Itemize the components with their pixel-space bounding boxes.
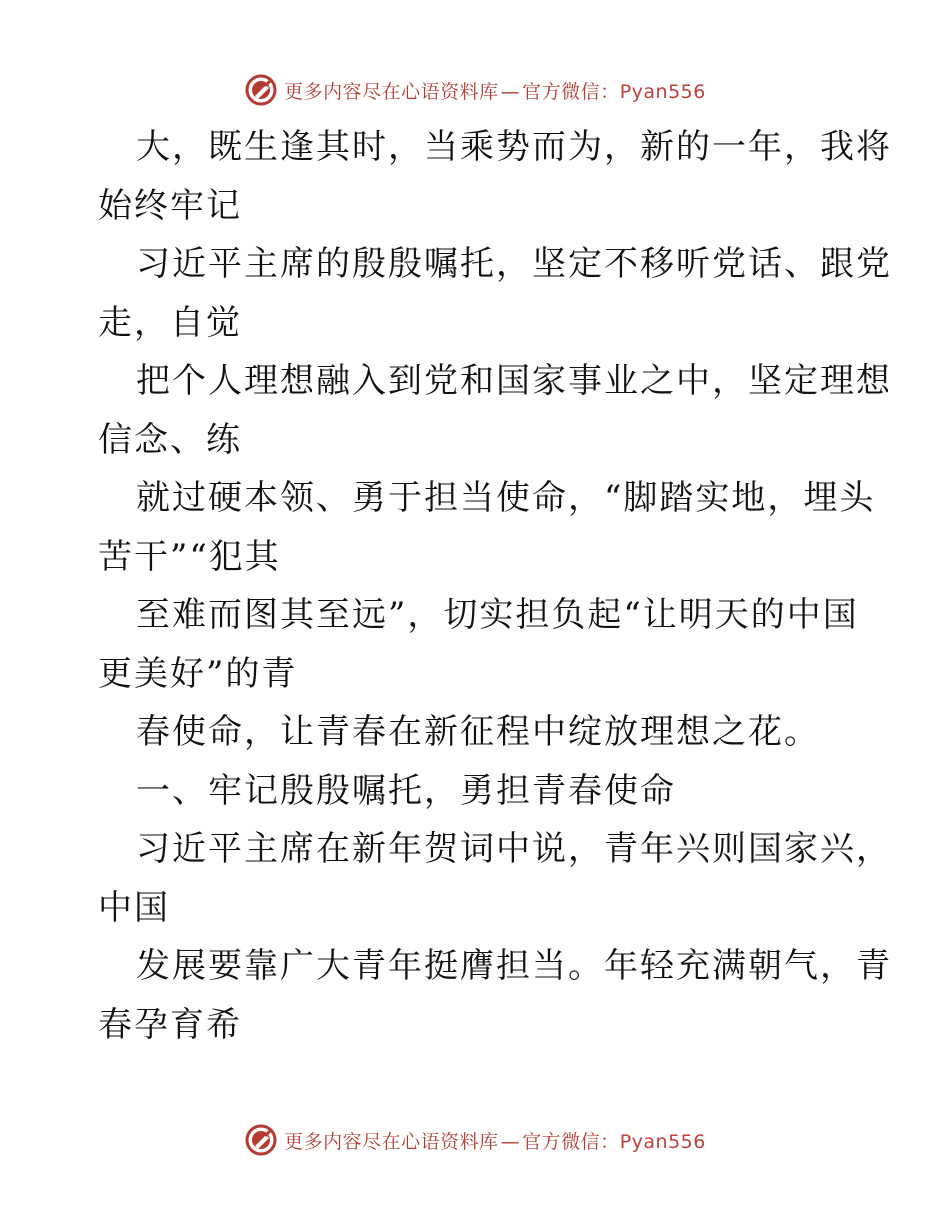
document-body <box>98 118 892 1054</box>
header-banner-text <box>284 77 706 104</box>
body-line: 把个人理想融入到党和国家事业之中，坚定理想 <box>136 361 892 401</box>
header-banner <box>0 70 950 110</box>
body-line: 就过硬本领、勇于担当使命，“脚踏实地，埋头 <box>136 478 876 518</box>
body-line: 发展要靠广大青年挺膺担当。年轻充满朝气，青 <box>136 946 892 986</box>
body-line: 信念、练 <box>98 419 242 460</box>
footer-separator: — <box>500 1130 521 1153</box>
footer-banner-text <box>284 1127 706 1154</box>
pen-nib-logo-icon <box>244 1123 278 1157</box>
footer-banner <box>0 1120 950 1160</box>
section-heading: 一、牢记殷殷嘱托，勇担青春使命 <box>136 770 676 811</box>
footer-site-name: 更多内容尽在心语资料库 <box>284 1130 499 1153</box>
body-line: 始终牢记 <box>98 185 242 226</box>
footer-wechat-id: Pyan556 <box>619 1130 706 1153</box>
pen-nib-logo-icon <box>244 73 278 107</box>
body-line: 苦干”“犯其 <box>98 536 281 577</box>
body-line: 中国 <box>98 887 170 928</box>
body-line: 至难而图其至远”，切实担负起“让明天的中国 <box>136 595 859 635</box>
body-line: 大，既生逢其时，当乘势而为，新的一年，我将 <box>136 127 892 167</box>
header-wechat-id: Pyan556 <box>619 80 706 103</box>
footer-wechat-label: 官方微信： <box>522 1130 620 1153</box>
body-line: 习近平主席的殷殷嘱托，坚定不移听党话、跟党 <box>136 244 892 284</box>
body-line: 走，自觉 <box>98 302 242 343</box>
header-separator: — <box>500 80 521 103</box>
body-line: 更美好”的青 <box>98 653 298 694</box>
body-line: 习近平主席在新年贺词中说，青年兴则国家兴， <box>136 829 892 869</box>
header-site-name: 更多内容尽在心语资料库 <box>284 80 499 103</box>
body-line: 春使命，让青春在新征程中绽放理想之花。 <box>136 712 820 752</box>
header-wechat-label: 官方微信： <box>522 80 620 103</box>
body-line: 春孕育希 <box>98 1004 242 1045</box>
